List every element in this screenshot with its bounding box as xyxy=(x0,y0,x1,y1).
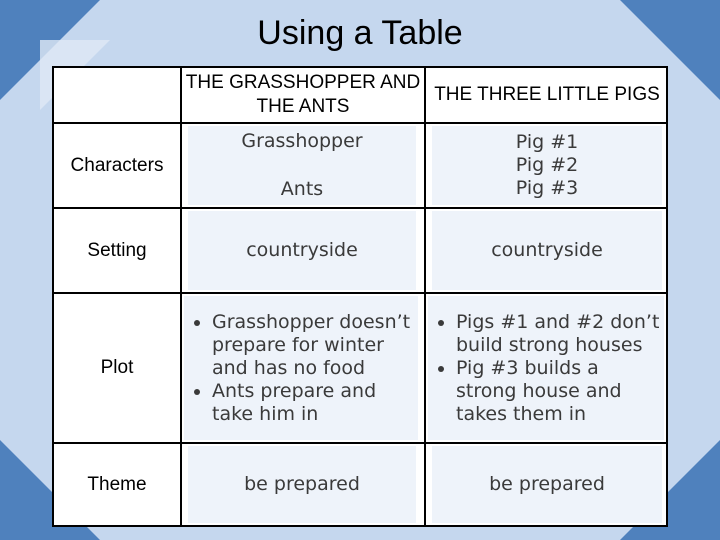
row-label-theme: Theme xyxy=(87,473,147,495)
character-item: Pig #3 xyxy=(515,177,579,199)
character-item: Ants xyxy=(280,178,324,200)
row-label-plot: Plot xyxy=(100,357,134,378)
plot-grasshopper-cell xyxy=(184,296,418,440)
column-header-three-little-pigs: THE THREE LITTLE PIGS xyxy=(434,84,660,105)
plot-bullet-item: • Pig #3 builds a strong house and takes them in xyxy=(456,357,664,426)
plot-pigs-cell xyxy=(428,296,664,440)
characters-pigs-cell xyxy=(432,126,662,205)
page-title: Using a Table xyxy=(257,14,463,52)
plot-bullet-item: • Grasshopper doesn’t prepare for winter and has no food xyxy=(212,311,418,380)
theme-pigs-cell: be prepared xyxy=(432,446,662,523)
setting-pigs-cell: countryside xyxy=(432,211,662,290)
table-column-divider xyxy=(424,68,426,525)
plot-bullet-item: • Ants prepare and take him in xyxy=(212,380,418,426)
plot-bullet-item: • Pigs #1 and #2 don’t build strong houses xyxy=(456,311,664,357)
comparison-table xyxy=(52,66,668,527)
characters-grasshopper-cell xyxy=(188,126,416,205)
plot-bullet-list xyxy=(184,311,418,426)
character-item: Pig #1 xyxy=(515,131,579,153)
character-item: Grasshopper xyxy=(241,130,363,152)
setting-grasshopper-cell: countryside xyxy=(188,211,416,290)
character-item: Pig #2 xyxy=(515,154,579,176)
table-column-divider xyxy=(180,68,182,525)
row-label-characters: Characters xyxy=(70,154,164,176)
column-header-grasshopper: THE GRASSHOPPER AND THE ANTS xyxy=(185,72,421,117)
theme-grasshopper-cell: be prepared xyxy=(188,446,416,523)
plot-bullet-list xyxy=(428,311,664,426)
row-label-setting: Setting xyxy=(87,239,147,261)
